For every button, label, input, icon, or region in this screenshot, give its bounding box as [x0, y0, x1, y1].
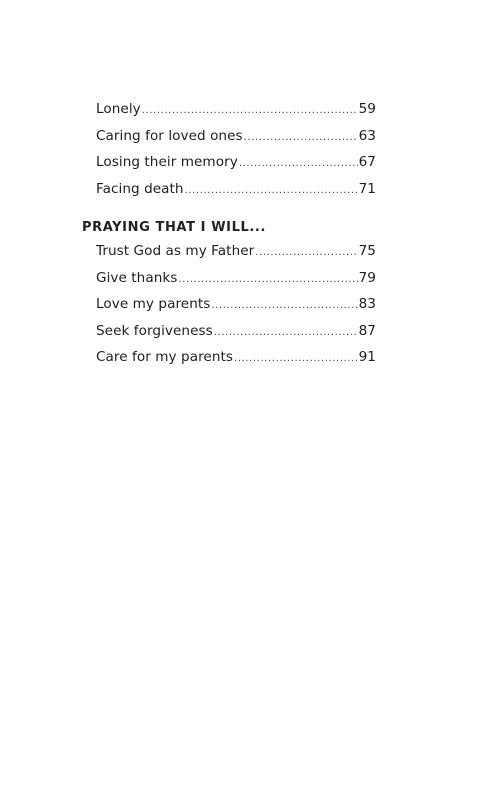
toc-leader-dots — [178, 275, 357, 285]
toc-entry-label: Love my parents — [96, 296, 211, 312]
section-heading: PRAYING THAT I WILL... — [82, 220, 266, 235]
toc-entry-page: 83 — [358, 296, 376, 312]
toc-entry — [96, 323, 376, 350]
toc-entry-label: Give thanks — [96, 269, 178, 286]
toc-leader-dots — [211, 301, 357, 311]
toc-entry-label: Seek forgiveness — [96, 322, 213, 339]
toc-entry-page: 59 — [358, 101, 376, 117]
toc-entry-label: Losing their memory — [96, 154, 238, 170]
toc-entry-label: Trust God as my Father — [96, 243, 255, 259]
toc-entry-label: Caring for loved ones — [96, 127, 243, 144]
toc-entry — [96, 128, 376, 155]
toc-entry — [96, 181, 376, 208]
toc-entry-label: Facing death — [96, 180, 184, 197]
toc-leader-dots — [255, 248, 357, 258]
toc-leader-dots — [142, 106, 358, 116]
toc-entry-page: 79 — [358, 269, 376, 286]
toc-entry — [96, 101, 376, 128]
toc-entry — [96, 154, 376, 181]
toc-leader-dots — [214, 328, 358, 338]
toc-entry-page: 75 — [358, 243, 376, 259]
toc-leader-dots — [239, 159, 358, 169]
toc-entry-label: Lonely — [96, 101, 141, 117]
toc-entry-page: 87 — [358, 322, 376, 339]
toc-entry-page: 63 — [358, 127, 376, 144]
toc-entry — [96, 243, 376, 270]
toc-entry-page: 91 — [358, 349, 376, 365]
toc-entry-page: 67 — [358, 154, 376, 170]
toc-leader-dots — [234, 354, 358, 364]
toc-entry-label: Care for my parents — [96, 349, 234, 365]
toc-entry — [96, 270, 376, 297]
toc-list-group-1 — [96, 101, 376, 207]
toc-leader-dots — [244, 133, 358, 143]
toc-entry — [96, 296, 376, 323]
toc-entry — [96, 349, 376, 376]
toc-entry-page: 71 — [358, 180, 376, 197]
toc-leader-dots — [185, 186, 358, 196]
toc-list-group-2 — [96, 243, 376, 376]
